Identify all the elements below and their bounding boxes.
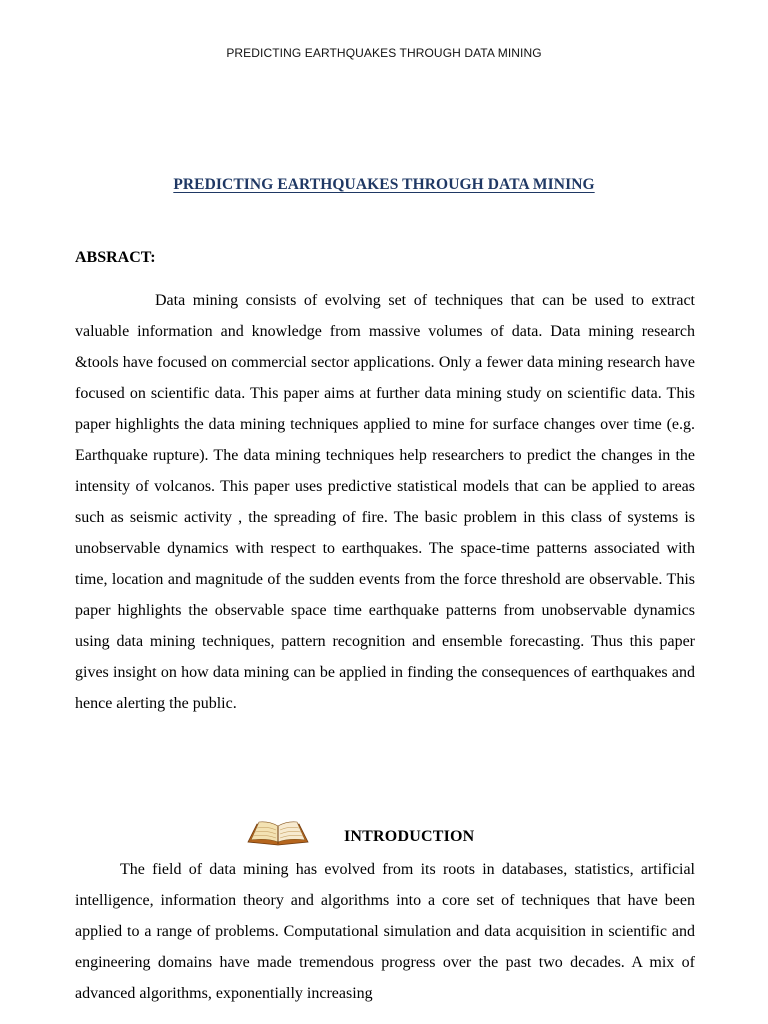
abstract-body: Data mining consists of evolving set of techniques that can be used to extract valuable information and knowledge from massive volumes of data. Data mining research &tools have focused on commercial sector applications. Only a fewer data mining research have focused on scientific data. This paper aims at further data mining study on scientific data. This paper highlights the data mining techniques applied to mine for surface changes over time (e.g. Earthquake rupture). The data mining techniques help researchers to predict the changes in the intensity of volcanos. This paper uses predictive statistical models that can be applied to areas such as seismic activity , the spreading of fire. The basic problem in this class of systems is unobservable dynamics with respect to earthquakes. The space-time patterns associated with time, location and magnitude of the sudden events from the force threshold are observable. This paper highlights the observable space time earthquake patterns from unobservable dynamics using data mining techniques, pattern recognition and ensemble forecasting. Thus this paper gives insight on how data mining can be applied in finding the consequences of earthquakes and hence alerting the public. bbox=[75, 292, 695, 712]
paper-title: PREDICTING EARTHQUAKES THROUGH DATA MINING bbox=[173, 176, 595, 193]
introduction-body: The field of data mining has evolved from its roots in databases, statistics, artificial intelligence, information theory and algorithms into a core set of techniques that have been applied to a range of problems. Computational simulation and data acquisition in scientific and engineering domains have made tremendous progress over the past two decades. A mix of advanced algorithms, exponentially increasing bbox=[75, 861, 695, 1002]
running-header: PREDICTING EARTHQUAKES THROUGH DATA MINING bbox=[226, 46, 542, 60]
introduction-heading: INTRODUCTION bbox=[344, 828, 475, 845]
open-book-icon bbox=[245, 818, 311, 846]
introduction-heading-row bbox=[0, 818, 768, 854]
abstract-heading: ABSRACT: bbox=[75, 249, 156, 266]
